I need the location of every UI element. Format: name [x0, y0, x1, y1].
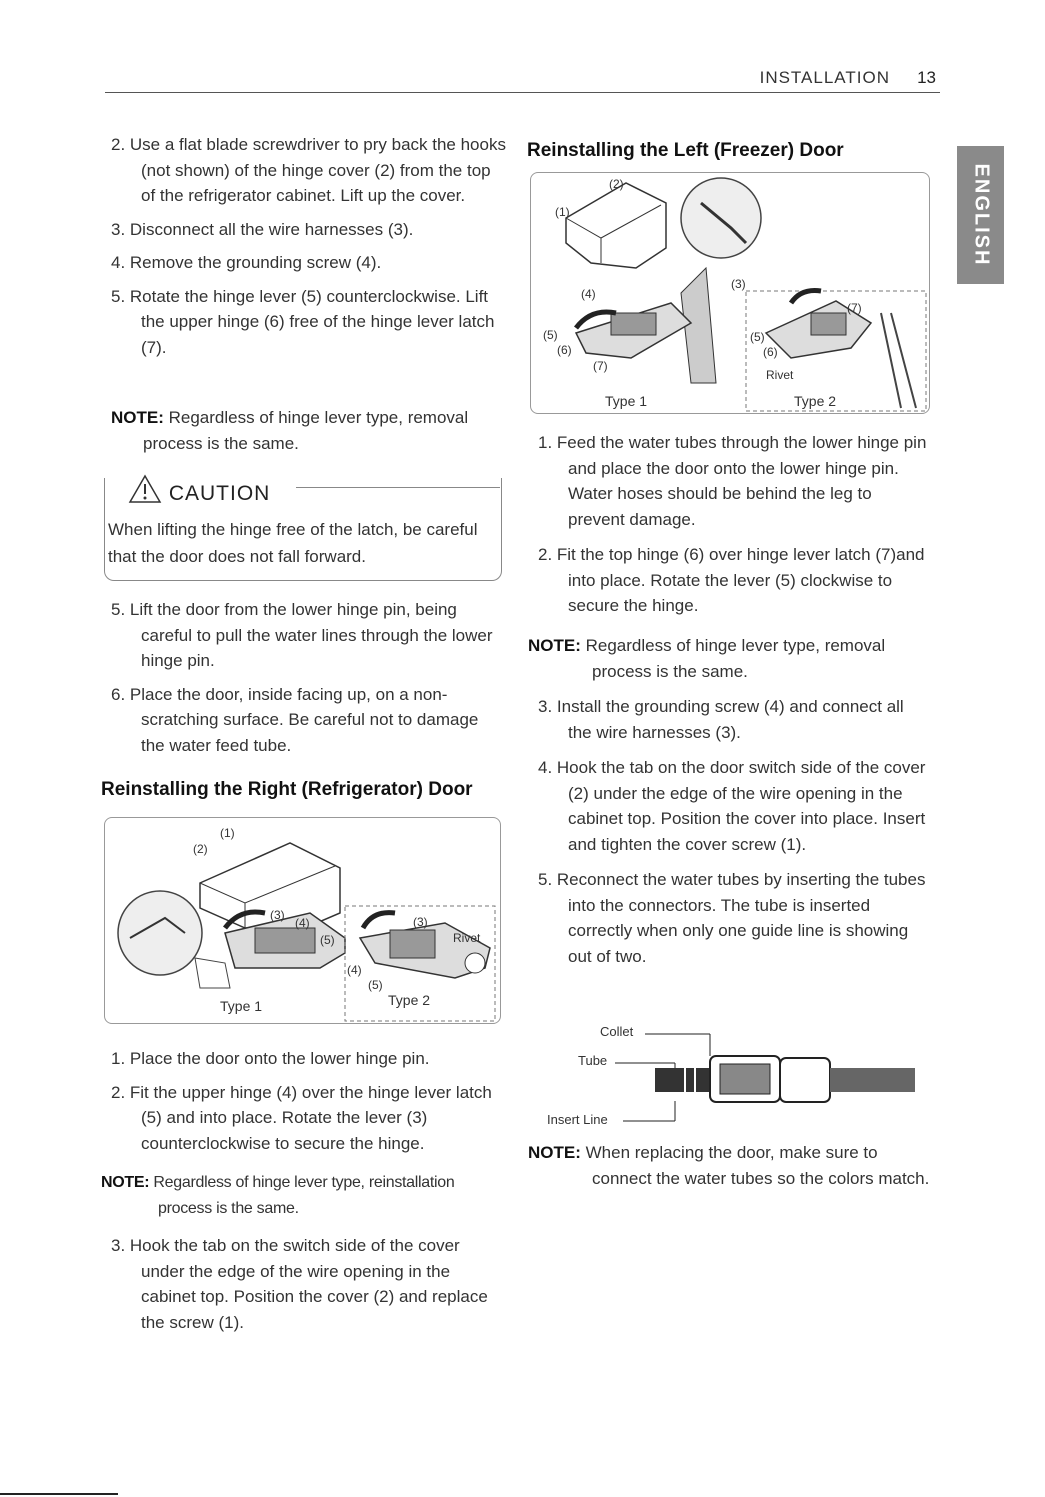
- callout-6b: (6): [763, 345, 778, 359]
- type2-caption: Type 2: [388, 992, 431, 1008]
- note-text: Regardless of hinge lever type, removal process is the same.: [580, 636, 886, 681]
- rivet-label: Rivet: [766, 368, 794, 382]
- step-item: 1. Place the door onto the lower hinge pin.: [111, 1049, 430, 1068]
- type1-caption: Type 1: [605, 393, 648, 409]
- note-label: NOTE:: [101, 1174, 150, 1191]
- callout-3: (3): [270, 908, 285, 922]
- step-item: 5. Lift the door from the lower hinge pin, being careful to pull the water lines through the lower hinge pin.: [111, 600, 493, 670]
- step-item: 3. Disconnect all the wire harnesses (3).: [111, 219, 414, 239]
- footer-rule: [0, 1493, 118, 1495]
- note-reinstall: [101, 1170, 506, 1221]
- section-title: INSTALLATION: [759, 68, 890, 87]
- freezer-install-steps-2: [538, 694, 930, 969]
- note-text: When replacing the door, make sure to connect the water tubes so the colors match.: [580, 1143, 930, 1188]
- step-item: 2. Use a flat blade screwdriver to pry back the hooks (not shown) of the hinge cover (2) from the top of the refrigerator cabinet. Lift up the cover.: [111, 135, 506, 205]
- callout-6: (6): [557, 343, 572, 357]
- callout-1: (1): [220, 826, 235, 840]
- install-step-3: [111, 1233, 506, 1335]
- callout-5b: (5): [750, 330, 765, 344]
- step-item: 5. Rotate the hinge lever (5) counterclockwise. Lift the upper hinge (6) free of the hinge lever latch (7).: [111, 286, 495, 357]
- note-tubes: [528, 1140, 930, 1191]
- callout-2: (2): [609, 177, 624, 191]
- figure-right-door: [104, 817, 501, 1024]
- caution-title: CAUTION: [168, 482, 271, 505]
- callout-1: (1): [555, 205, 570, 219]
- freezer-install-steps: [538, 430, 930, 619]
- type1-caption: Type 1: [220, 998, 263, 1014]
- callout-5: (5): [320, 933, 335, 947]
- callout-3b: (3): [413, 915, 428, 929]
- callout-3: (3): [731, 277, 746, 291]
- note-text: Regardless of hinge lever type, removal process is the same.: [143, 408, 469, 453]
- step-item: 4. Hook the tab on the door switch side of the cover (2) under the edge of the wire opening in the cabinet top. Position the cover into place. Insert and tighten the cover screw (1).: [538, 758, 926, 854]
- page-header: [105, 66, 940, 93]
- caution-text: When lifting the hinge free of the latch, be careful that the door does not fall forward.: [108, 520, 478, 566]
- callout-4: (4): [581, 287, 596, 301]
- type2-caption: Type 2: [794, 393, 837, 409]
- callout-7: (7): [593, 359, 608, 373]
- language-tab: [957, 146, 1004, 284]
- removal-steps: [111, 132, 506, 360]
- step-item: 4. Remove the grounding screw (4).: [111, 253, 382, 272]
- note-label: NOTE:: [111, 408, 164, 427]
- tube-connector-figure: [545, 1016, 915, 1131]
- step-item: 6. Place the door, inside facing up, on a non-scratching surface. Be careful not to damage the water feed tube.: [111, 684, 479, 755]
- figure-left-door: [530, 172, 930, 414]
- warning-icon: [128, 474, 162, 504]
- step-item: 3. Hook the tab on the switch side of the cover under the edge of the wire opening in the cabinet top. Position the cover (2) and replace the screw (1).: [111, 1236, 488, 1332]
- step-item: 1. Feed the water tubes through the lower hinge pin and place the door onto the lower hinge pin. Water hoses should be behind the leg to prevent damage.: [538, 433, 927, 529]
- step-item: 2. Fit the upper hinge (4) over the hinge lever latch (5) and into place. Rotate the lever (3) counterclockwise to secure the hinge.: [111, 1082, 492, 1153]
- step-item: 2. Fit the top hinge (6) over hinge lever latch (7)and into place. Rotate the lever (5) clockwise to secure the hinge.: [538, 545, 925, 615]
- heading-left-door: Reinstalling the Left (Freezer) Door: [527, 140, 844, 161]
- note-text: Regardless of hinge lever type, reinstallation process is the same.: [149, 1174, 455, 1217]
- install-steps-right: [111, 1046, 506, 1156]
- caution-rule: [296, 487, 500, 488]
- callout-7b: (7): [847, 301, 862, 315]
- step-item: 3. Install the grounding screw (4) and connect all the wire harnesses (3).: [538, 697, 904, 742]
- tube-label: Tube: [578, 1053, 608, 1068]
- note-label: NOTE:: [528, 636, 581, 655]
- step-item: 5. Reconnect the water tubes by inserting the tubes into the connectors. The tube is inserted correctly when only one guide line is showing out of two.: [538, 870, 926, 966]
- door-removal-steps: [111, 597, 506, 758]
- note-removal: [111, 405, 506, 456]
- collet-label: Collet: [600, 1024, 634, 1039]
- insert-line-label: Insert Line: [547, 1112, 608, 1127]
- page-number: 13: [917, 68, 936, 87]
- language-tab-label: ENGLISH: [970, 163, 992, 267]
- callout-5: (5): [543, 328, 558, 342]
- callout-5b: (5): [368, 978, 383, 992]
- heading-right-door: Reinstalling the Right (Refrigerator) Door: [101, 779, 473, 800]
- callout-2: (2): [193, 842, 208, 856]
- note-label: NOTE:: [528, 1143, 581, 1162]
- callout-4b: (4): [347, 963, 362, 977]
- callout-4: (4): [295, 916, 310, 930]
- rivet-label: Rivet: [453, 931, 481, 945]
- caution-heading: [128, 474, 270, 506]
- note-freezer: [528, 633, 930, 684]
